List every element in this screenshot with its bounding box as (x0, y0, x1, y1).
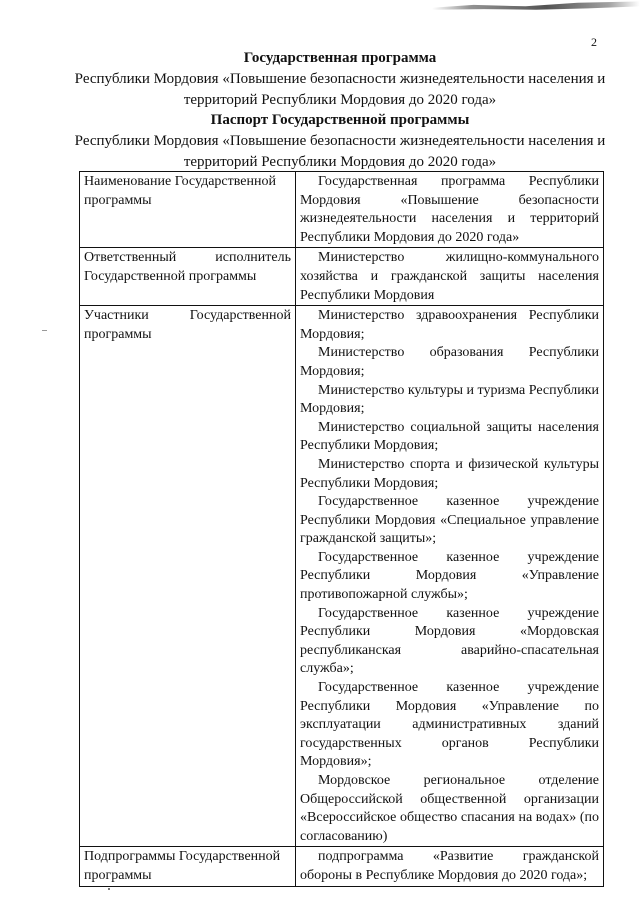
participant-item: Министерство культуры и туризма Республики Мордовия; (300, 382, 599, 417)
row-label-subprograms: Подпрограммы Государственной программы (80, 847, 296, 886)
participant-item: Государственное казенное учреждение Республики Мордовия «Управление по эксплуатации административных зданий государственных органов Республики Мордовия»; (300, 680, 599, 770)
participant-item: Министерство спорта и физической культуры Республики Мордовия; (300, 456, 599, 491)
participant-item: Государственное казенное учреждение Республики Мордовия «Мордовская республиканская аварийно-спасательная служба»; (300, 605, 599, 677)
row-label-participants: Участники Государственной программы (80, 306, 296, 847)
passport-header (60, 110, 620, 173)
row-value-executor (296, 248, 604, 306)
subprogram-item: подпрограмма «Развитие гражданской обороны в Республике Мордовия до 2020 года»; (300, 849, 599, 883)
row-value-participants (296, 306, 604, 847)
participant-item: Министерство здравоохранения Республики Мордовия; (300, 308, 599, 342)
participant-item: Министерство социальной защиты населения Республики Мордовия; (300, 419, 599, 454)
scan-mark (42, 330, 47, 331)
participant-item: Государственное казенное учреждение Республики Мордовия «Управление противопожарной службы»; (300, 549, 599, 603)
row-label-name: Наименование Государственной программы (80, 172, 296, 248)
passport-subtitle: Республики Мордовия «Повышение безопасности жизнедеятельности населения и территорий Республики Мордовия до 2020 года» (74, 133, 606, 170)
table-row (80, 172, 604, 248)
scan-mark (108, 888, 110, 890)
value-paragraph: Государственная программа Республики Мордовия «Повышение безопасности жизнедеятельности населения и территорий Республики Мордовия до 2020 года» (300, 174, 599, 245)
table-row (80, 306, 604, 847)
document-subtitle: Республики Мордовия «Повышение безопасности жизнедеятельности населения и территорий Республики Мордовия до 2020 года» (74, 71, 606, 108)
passport-title: Паспорт Государственной программы (210, 112, 470, 128)
row-value-name (296, 172, 604, 248)
table-row (80, 847, 604, 886)
participant-item: Министерство образования Республики Мордовия; (300, 345, 599, 379)
document-title: Государственная программа (243, 50, 437, 66)
row-value-subprograms (296, 847, 604, 886)
table-row (80, 248, 604, 306)
page-number: 2 (591, 35, 597, 49)
row-label-executor: Ответственный исполнитель Государственной программы (80, 248, 296, 306)
document-header (60, 48, 620, 111)
value-paragraph: Министерство жилищно-коммунального хозяйства и гражданской защиты населения Республики Мордовия (300, 250, 599, 303)
participant-item: Мордовское региональное отделение Общероссийской общественной организации «Всероссийское общество спасания на водах» (по согласованию) (300, 773, 599, 844)
passport-table (79, 171, 604, 887)
participant-item: Государственное казенное учреждение Республики Мордовия «Специальное управление гражданской защиты»; (300, 494, 599, 547)
scan-artifact (432, 0, 640, 14)
